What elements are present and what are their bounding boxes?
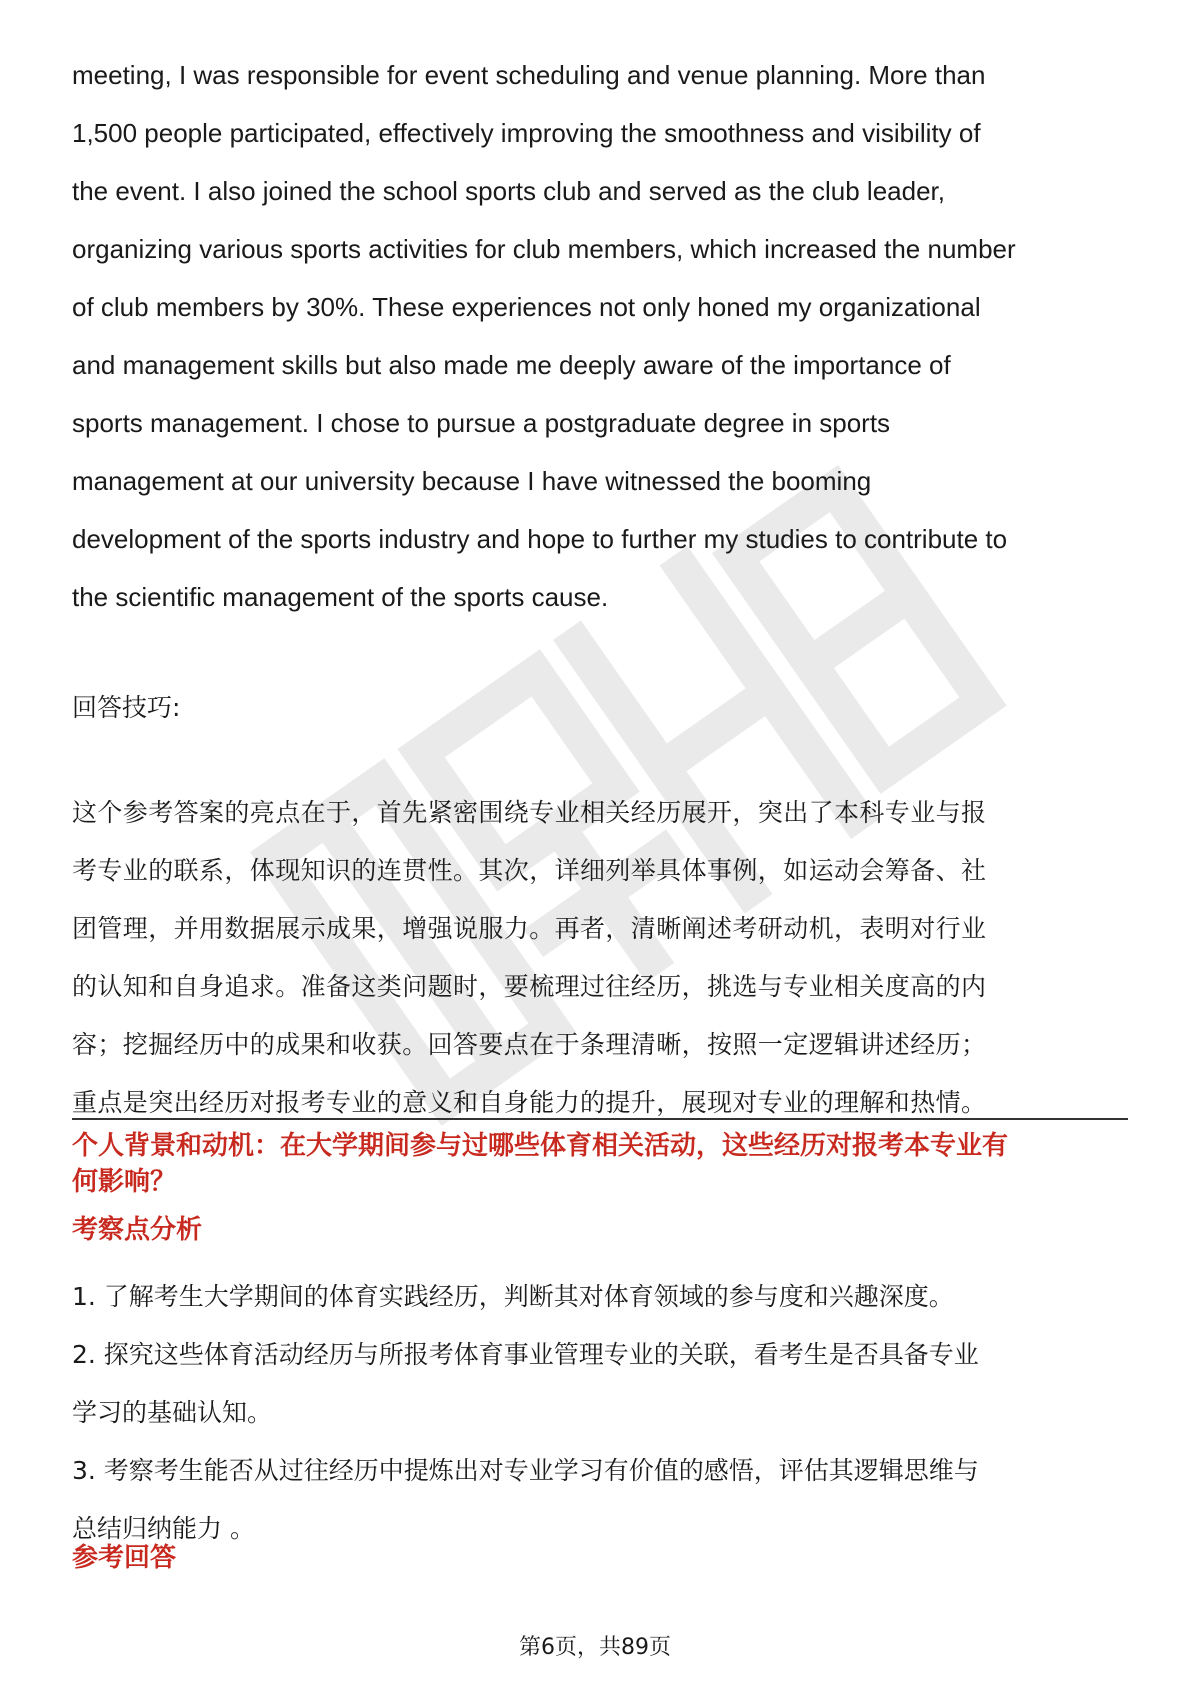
answer-line: and management skills but also made me deeply aware of the importance of: [72, 350, 951, 380]
tips-line: 的认知和自身追求。准备这类问题时，要梳理过往经历，挑选与专业相关度高的内: [72, 972, 987, 1001]
question-line: 个人背景和动机：在大学期间参与过哪些体育相关活动，这些经历对报考本专业有: [72, 1131, 1009, 1161]
tips-line: 重点是突出经历对报考专业的意义和自身能力的提升，展现对专业的理解和热情。: [72, 1088, 987, 1117]
section-divider: [72, 1118, 1128, 1120]
analysis-item: 1. 了解考生大学期间的体育实践经历，判断其对体育领域的参与度和兴趣深度。: [72, 1282, 954, 1311]
answer-line: sports management. I chose to pursue a postgraduate degree in sports: [72, 408, 891, 438]
answer-block: [72, 46, 1128, 1117]
analysis-item: 总结归纳能力 。: [72, 1514, 255, 1543]
analysis-heading: 考察点分析: [72, 1215, 203, 1245]
question-line: 何影响？: [72, 1167, 177, 1197]
answer-line: the event. I also joined the school sports club and served as the club leader,: [72, 176, 945, 206]
tips-label: 回答技巧:: [72, 693, 181, 722]
analysis-item: 3. 考察考生能否从过往经历中提炼出对专业学习有价值的感悟，评估其逻辑思维与: [72, 1456, 979, 1485]
tips-line: 容；挖掘经历中的成果和收获。回答要点在于条理清晰，按照一定逻辑讲述经历；: [72, 1030, 987, 1059]
reference-answer-heading: 参考回答: [72, 1543, 177, 1573]
analysis-item: 2. 探究这些体育活动经历与所报考体育事业管理专业的关联，看考生是否具备专业: [72, 1340, 979, 1369]
tips-line: 团管理，并用数据展示成果，增强说服力。再者，清晰阐述考研动机，表明对行业: [72, 914, 987, 943]
tips-line: 考专业的联系，体现知识的连贯性。其次，详细列举具体事例，如运动会筹备、社: [72, 856, 987, 885]
answer-line: 1,500 people participated, effectively improving the smoothness and visibility of: [72, 118, 981, 148]
page-number: 第6页，共89页: [519, 1635, 671, 1660]
answer-line: meeting, I was responsible for event scheduling and venue planning. More than: [72, 60, 986, 90]
tips-paragraph: [72, 784, 1128, 1132]
answer-line: the scientific management of the sports cause.: [72, 582, 609, 612]
question-title: [72, 1128, 1128, 1200]
answer-line: development of the sports industry and hope to further my studies to contribute to: [72, 524, 1008, 554]
analysis-item: 学习的基础认知。: [72, 1398, 273, 1427]
answer-line: of club members by 30%. These experiences not only honed my organizational: [72, 292, 981, 322]
analysis-list: [72, 1268, 1128, 1558]
answer-line: management at our university because I have witnessed the booming: [72, 466, 872, 496]
tips-line: 这个参考答案的亮点在于，首先紧密围绕专业相关经历展开，突出了本科专业与报: [72, 798, 987, 827]
answer-line: organizing various sports activities for club members, which increased the number: [72, 234, 1016, 264]
answer-paragraph: [72, 46, 1128, 626]
